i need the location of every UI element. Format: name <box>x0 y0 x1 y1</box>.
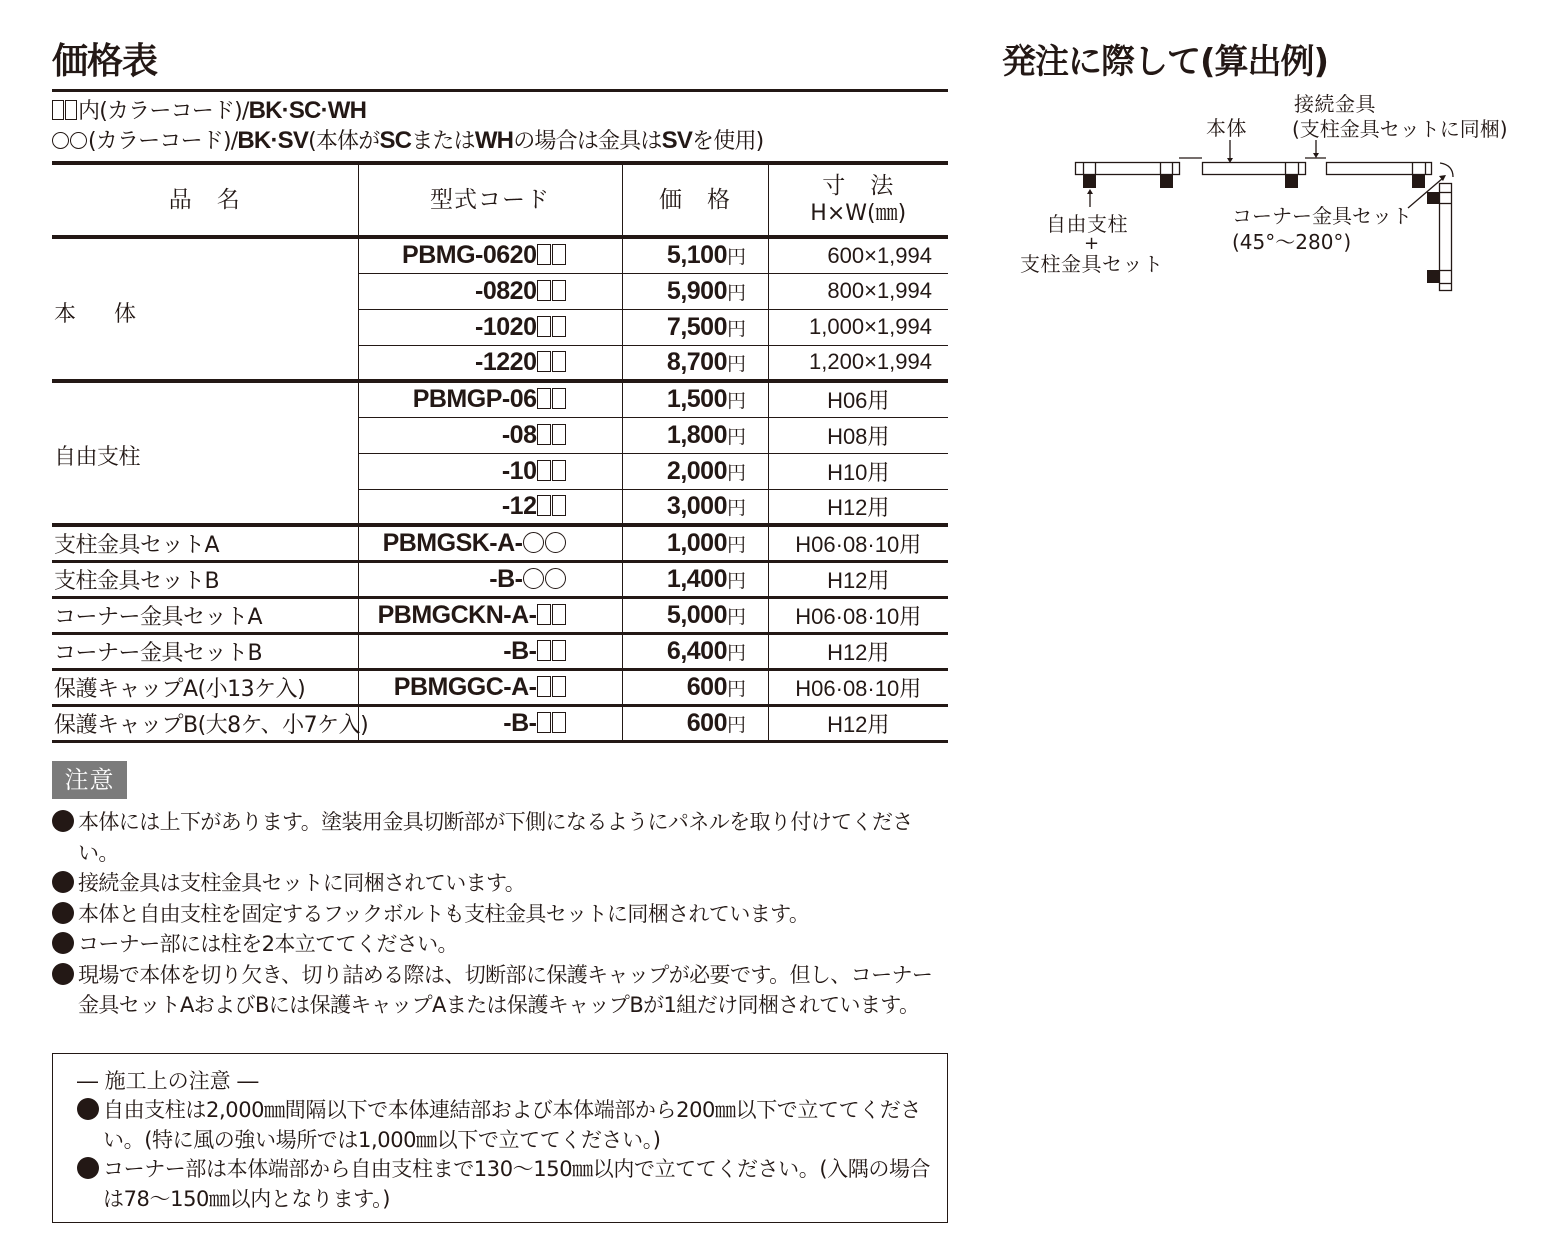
item-size: H12用 <box>768 561 948 597</box>
item-price <box>622 273 768 309</box>
code-text: -B- <box>503 636 537 665</box>
table-row <box>52 237 948 273</box>
currency: 円 <box>726 569 746 592</box>
bullet-icon <box>52 871 74 893</box>
table-row <box>52 525 948 561</box>
color-note-text: (本体が <box>308 129 380 154</box>
circle-placeholder-icon <box>70 132 87 149</box>
color-code-note-hardware <box>52 126 763 157</box>
code-text: -08 <box>501 420 537 449</box>
construction-notes-box <box>52 1053 948 1223</box>
item-name: コーナー金具セットA <box>52 597 358 633</box>
price-value: 600 <box>686 672 727 701</box>
currency: 円 <box>726 641 746 664</box>
price-value: 1,500 <box>666 385 727 414</box>
currency: 円 <box>726 390 746 413</box>
caution-note <box>52 899 952 930</box>
code-text: -B- <box>503 708 537 737</box>
caution-note <box>52 868 952 899</box>
table-row <box>52 561 948 597</box>
item-size: 1,200×1,994 <box>768 345 948 381</box>
item-code <box>358 309 622 345</box>
item-price <box>622 525 768 561</box>
currency: 円 <box>726 461 746 484</box>
note-text: 現場で本体を切り欠き、切り詰める際は、切断部に保護キャップが必要です。但し、コーナー金具セットAおよびBには保護キャップAまたは保護キャップBが1組だけ同梱されています。 <box>78 962 933 1017</box>
item-code <box>358 561 622 597</box>
header-name: 品 名 <box>52 163 358 237</box>
label-body: 本体 <box>1206 116 1247 140</box>
price-value: 1,800 <box>666 420 727 449</box>
item-price <box>622 633 768 669</box>
color-note-text: 内(カラーコード)/ <box>78 99 249 124</box>
table-row <box>52 597 948 633</box>
fence-layout-diagram <box>1000 140 1470 300</box>
code-text: PBMGP-06 <box>412 385 537 414</box>
price-value: 8,700 <box>666 347 727 376</box>
item-code <box>358 633 622 669</box>
item-size: H06·08·10用 <box>768 525 948 561</box>
currency: 円 <box>726 496 746 519</box>
note-text: 自由支柱は2,000㎜間隔以下で本体連結部および本体端部から200㎜以下で立ててください。(特に風の強い場所では1,000㎜以下で立ててください。) <box>103 1098 921 1152</box>
label-post-hardware: 支柱金具セット <box>1020 252 1164 276</box>
currency: 円 <box>726 281 746 304</box>
caution-badge: 注意 <box>52 761 127 799</box>
item-name: 自由支柱 <box>52 381 358 525</box>
code-text: -12 <box>501 491 537 520</box>
item-code <box>358 597 622 633</box>
code-text: -10 <box>501 456 537 485</box>
item-price <box>622 381 768 417</box>
item-name: コーナー金具セットB <box>52 633 358 669</box>
label-free-post: 自由支柱 <box>1046 212 1128 236</box>
diagram-title: 発注に際して(算出例) <box>1002 42 1329 82</box>
currency: 円 <box>726 677 746 700</box>
bullet-icon <box>52 902 74 924</box>
header-price: 価 格 <box>622 163 768 237</box>
item-size: H06用 <box>768 381 948 417</box>
currency: 円 <box>726 533 746 556</box>
item-code <box>358 669 622 705</box>
label-connector: 接続金具 <box>1294 92 1376 116</box>
item-size: H08用 <box>768 417 948 453</box>
note-text: コーナー部には柱を2本立ててください。 <box>78 932 458 956</box>
color-codes: BK·SV <box>237 127 309 154</box>
currency: 円 <box>726 246 746 269</box>
price-value: 5,000 <box>666 600 727 629</box>
item-code <box>358 453 622 489</box>
header-code: 型式コード <box>358 163 622 237</box>
construction-notes <box>77 1096 937 1214</box>
title-rule <box>52 89 948 92</box>
label-corner-angle: (45°～280°) <box>1232 230 1352 254</box>
item-price <box>622 237 768 273</box>
note-text: コーナー部は本体端部から自由支柱まで130～150㎜以内で立ててください。(入隅の場合は78～150㎜以内となります。) <box>103 1157 931 1211</box>
item-code <box>358 237 622 273</box>
color-codes: BK·SC·WH <box>248 97 367 124</box>
color-note-text: (カラーコード)/ <box>88 129 238 154</box>
item-price <box>622 669 768 705</box>
note-text: 本体には上下があります。塗装用金具切断部が下側になるようにパネルを取り付けてください。 <box>78 810 913 865</box>
table-row <box>52 381 948 417</box>
item-price <box>622 453 768 489</box>
color-code: SC <box>379 127 412 154</box>
item-price <box>622 309 768 345</box>
code-text: PBMG-0620 <box>402 241 537 270</box>
currency: 円 <box>726 425 746 448</box>
construction-notes-title: ― 施工上の注意 ― <box>77 1069 259 1093</box>
bullet-icon <box>77 1098 99 1120</box>
price-value: 5,900 <box>666 276 727 305</box>
table-header-row <box>52 163 948 237</box>
code-text: PBMGCKN-A- <box>377 600 537 629</box>
label-corner-set: コーナー金具セット <box>1232 204 1412 228</box>
caution-note <box>52 960 952 1021</box>
construction-note <box>77 1096 937 1155</box>
item-code <box>358 273 622 309</box>
item-code <box>358 705 622 741</box>
item-code <box>358 489 622 525</box>
item-price <box>622 345 768 381</box>
item-size: H06·08·10用 <box>768 597 948 633</box>
price-value: 600 <box>686 708 727 737</box>
note-text: 本体と自由支柱を固定するフックボルトも支柱金具セットに同梱されています。 <box>78 901 810 926</box>
currency: 円 <box>726 605 746 628</box>
item-size: 1,000×1,994 <box>768 309 948 345</box>
currency: 円 <box>726 713 746 736</box>
code-text: -B- <box>489 564 523 593</box>
price-value: 6,400 <box>666 636 727 665</box>
caution-note <box>52 929 952 960</box>
code-text: -0820 <box>475 276 537 305</box>
circle-placeholder-icon <box>52 132 69 149</box>
panel-shape <box>1076 163 1180 175</box>
square-placeholder-icon <box>52 100 64 120</box>
item-code <box>358 345 622 381</box>
price-value: 5,100 <box>666 241 727 270</box>
item-code <box>358 525 622 561</box>
color-note-text: を使用) <box>692 129 764 154</box>
price-value: 2,000 <box>666 456 727 485</box>
page-title: 価格表 <box>52 41 158 82</box>
currency: 円 <box>726 317 746 340</box>
item-size: H10用 <box>768 453 948 489</box>
code-text: PBMGGC-A- <box>393 672 537 701</box>
price-value: 1,400 <box>666 564 727 593</box>
item-name: 支柱金具セットA <box>52 525 358 561</box>
item-price <box>622 705 768 741</box>
item-price <box>622 417 768 453</box>
header-size-unit: H×W(㎜) <box>810 201 907 226</box>
color-code-note-panel <box>52 96 366 127</box>
price-value: 1,000 <box>666 528 727 557</box>
price-value: 7,500 <box>666 312 727 341</box>
item-size: H12用 <box>768 633 948 669</box>
item-name: 保護キャップB(大8ケ、小7ケ入) <box>52 705 358 741</box>
item-price <box>622 597 768 633</box>
item-size: H12用 <box>768 705 948 741</box>
caution-notes <box>52 807 952 1021</box>
label-plus: + <box>1084 233 1100 254</box>
item-size: 600×1,994 <box>768 237 948 273</box>
item-price <box>622 561 768 597</box>
code-text: -1220 <box>475 347 537 376</box>
currency: 円 <box>726 352 746 375</box>
code-text: PBMGSK-A- <box>382 528 523 557</box>
note-text: 接続金具は支柱金具セットに同梱されています。 <box>78 871 526 895</box>
item-code <box>358 417 622 453</box>
table-row <box>52 705 948 741</box>
item-price <box>622 489 768 525</box>
item-code <box>358 381 622 417</box>
header-size <box>768 163 948 237</box>
square-placeholder-icon <box>65 100 77 120</box>
construction-note <box>77 1155 937 1214</box>
bullet-icon <box>52 963 74 985</box>
item-size: H06·08·10用 <box>768 669 948 705</box>
bullet-icon <box>52 932 74 954</box>
code-text: -1020 <box>475 312 537 341</box>
table-row <box>52 633 948 669</box>
price-table <box>52 161 948 743</box>
bullet-icon <box>77 1157 99 1179</box>
table-row <box>52 669 948 705</box>
color-note-text: の場合は金具は <box>513 129 662 154</box>
color-code: SV <box>661 127 693 154</box>
header-size-label: 寸 法 <box>822 173 895 199</box>
item-name: 本 体 <box>52 237 358 381</box>
item-size: 800×1,994 <box>768 273 948 309</box>
color-code: WH <box>474 127 514 154</box>
caution-note <box>52 807 952 868</box>
label-connector-note: (支柱金具セットに同梱) <box>1292 117 1508 141</box>
item-size: H12用 <box>768 489 948 525</box>
bullet-icon <box>52 810 74 832</box>
item-name: 支柱金具セットB <box>52 561 358 597</box>
item-name: 保護キャップA(小13ケ入) <box>52 669 358 705</box>
color-note-text: または <box>411 129 475 154</box>
price-value: 3,000 <box>666 491 727 520</box>
